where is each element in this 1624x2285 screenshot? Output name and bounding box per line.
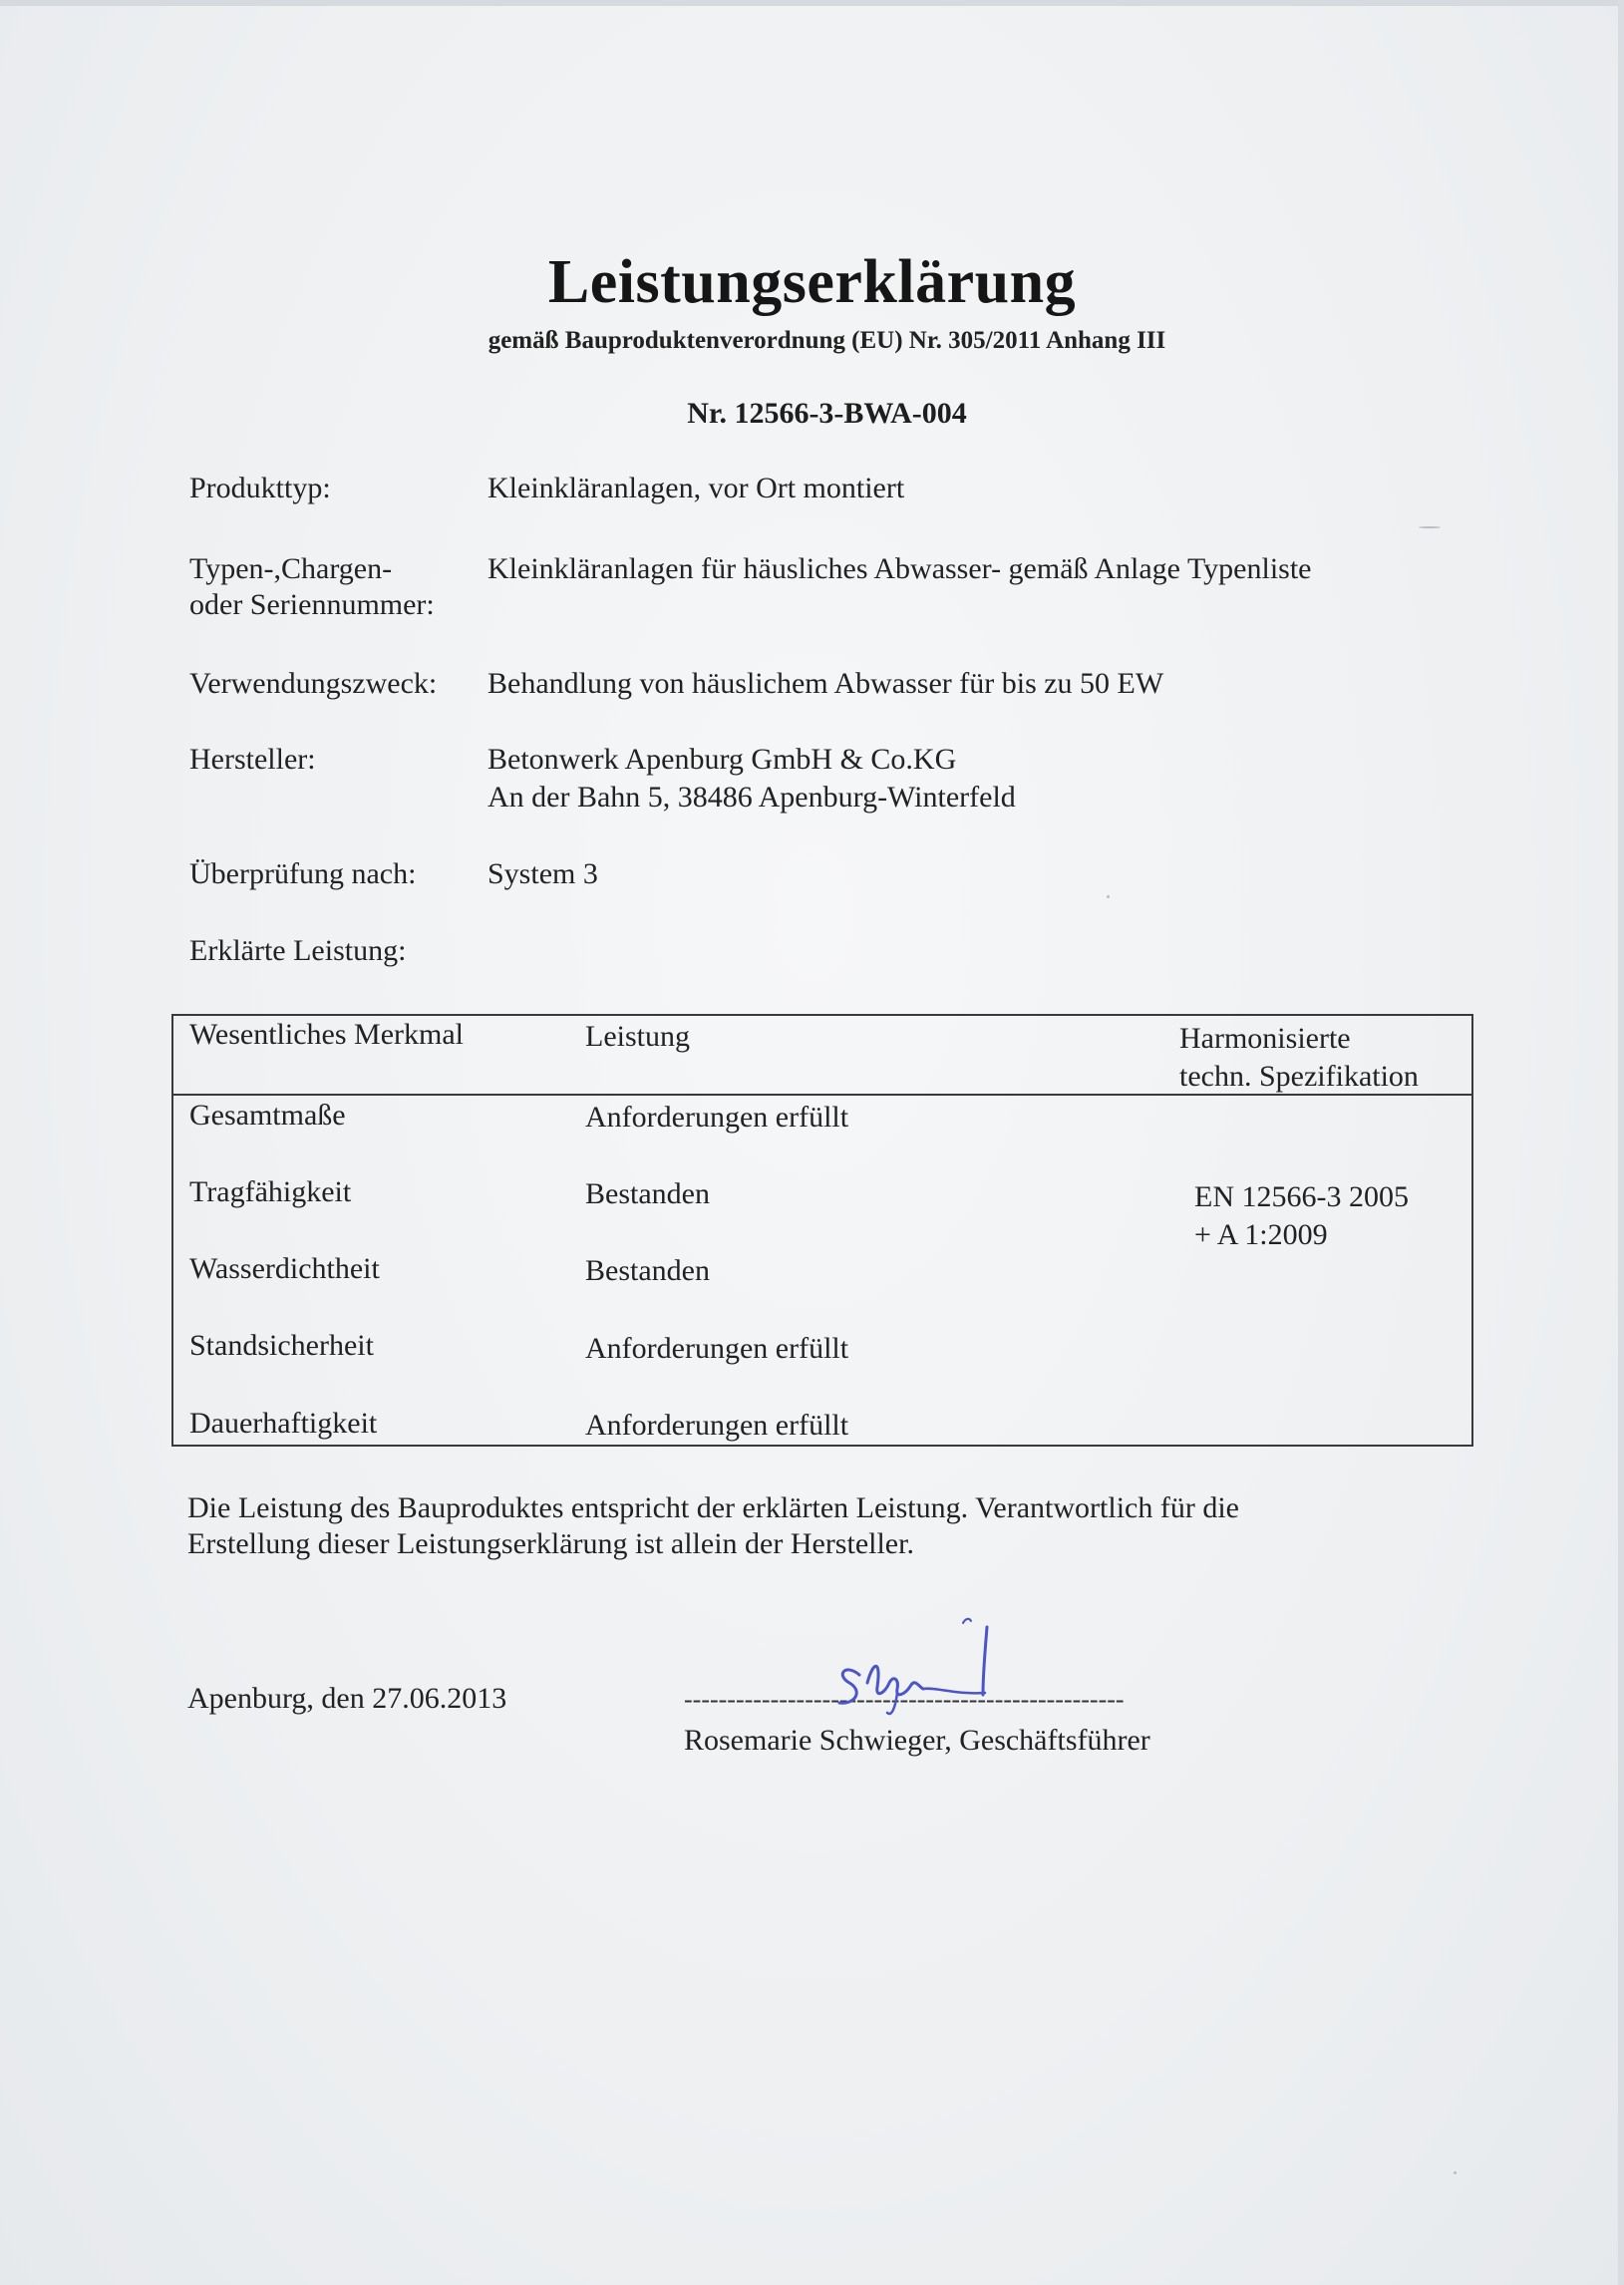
- produkttyp-label: Produkttyp:: [189, 472, 331, 504]
- scan-speck: [1107, 895, 1110, 898]
- table-row-leistung: Bestanden: [585, 1254, 710, 1287]
- scan-edge-top: [0, 0, 1624, 6]
- table-row-leistung: Anforderungen erfüllt: [585, 1409, 849, 1442]
- table-row-merkmal: Gesamtmaße: [189, 1099, 346, 1132]
- table-row-merkmal: Wasserdichtheit: [189, 1252, 380, 1285]
- hersteller-name: Betonwerk Apenburg GmbH & Co.KG: [487, 743, 957, 776]
- spezifikation-line1: EN 12566-3 2005: [1194, 1180, 1409, 1213]
- typen-label-line2: oder Seriennummer:: [189, 588, 435, 621]
- table-row-leistung: Bestanden: [585, 1177, 710, 1210]
- produkttyp-value: Kleinkläranlagen, vor Ort montiert: [487, 472, 905, 504]
- scan-speck: [1454, 2171, 1457, 2174]
- spezifikation-line2: + A 1:2009: [1194, 1218, 1328, 1251]
- statement-line1: Die Leistung des Bauproduktes entspricht der erklärten Leistung. Verantwortlich für die: [187, 1491, 1239, 1524]
- table-row-merkmal: Tragfähigkeit: [189, 1175, 352, 1208]
- table-row-leistung: Anforderungen erfüllt: [585, 1332, 849, 1365]
- table-row-merkmal: Dauerhaftigkeit: [189, 1407, 378, 1440]
- table-header-merkmal: Wesentliches Merkmal: [189, 1018, 464, 1051]
- hersteller-label: Hersteller:: [189, 743, 316, 776]
- table-header-leistung: Leistung: [585, 1020, 690, 1053]
- table-row-leistung: Anforderungen erfüllt: [585, 1101, 849, 1134]
- document-number: Nr. 12566-3-BWA-004: [687, 397, 967, 430]
- verwendungszweck-value: Behandlung von häuslichem Abwasser für bis zu 50 EW: [487, 667, 1164, 700]
- hersteller-address: An der Bahn 5, 38486 Apenburg-Winterfeld: [487, 781, 1016, 814]
- table-header-spezifikation-line1: Harmonisierte: [1179, 1022, 1351, 1055]
- place-date: Apenburg, den 27.06.2013: [187, 1682, 507, 1715]
- erklaerte-leistung-label: Erklärte Leistung:: [189, 934, 407, 967]
- ueberpruefung-value: System 3: [487, 857, 598, 890]
- document-subtitle: gemäß Bauproduktenverordnung (EU) Nr. 305/2011 Anhang III: [487, 327, 1166, 354]
- verwendungszweck-label: Verwendungszweck:: [189, 667, 438, 700]
- handwritten-signature: [815, 1613, 1015, 1723]
- typen-value: Kleinkläranlagen für häusliches Abwasser- gemäß Anlage Typenliste: [487, 552, 1312, 585]
- scan-speck: [1419, 526, 1441, 528]
- typen-label-line1: Typen-,Chargen-: [189, 552, 393, 585]
- statement-line2: Erstellung dieser Leistungserklärung ist allein der Hersteller.: [187, 1527, 914, 1560]
- signatory-name: Rosemarie Schwieger, Geschäftsführer: [684, 1724, 1150, 1757]
- signature-line: ---------------------------------------------------: [684, 1685, 1125, 1714]
- ueberpruefung-label: Überprüfung nach:: [189, 857, 417, 890]
- table-header-spezifikation-line2: techn. Spezifikation: [1179, 1060, 1419, 1093]
- table-row-merkmal: Standsicherheit: [189, 1329, 374, 1362]
- document-title: Leistungserklärung: [547, 248, 1077, 316]
